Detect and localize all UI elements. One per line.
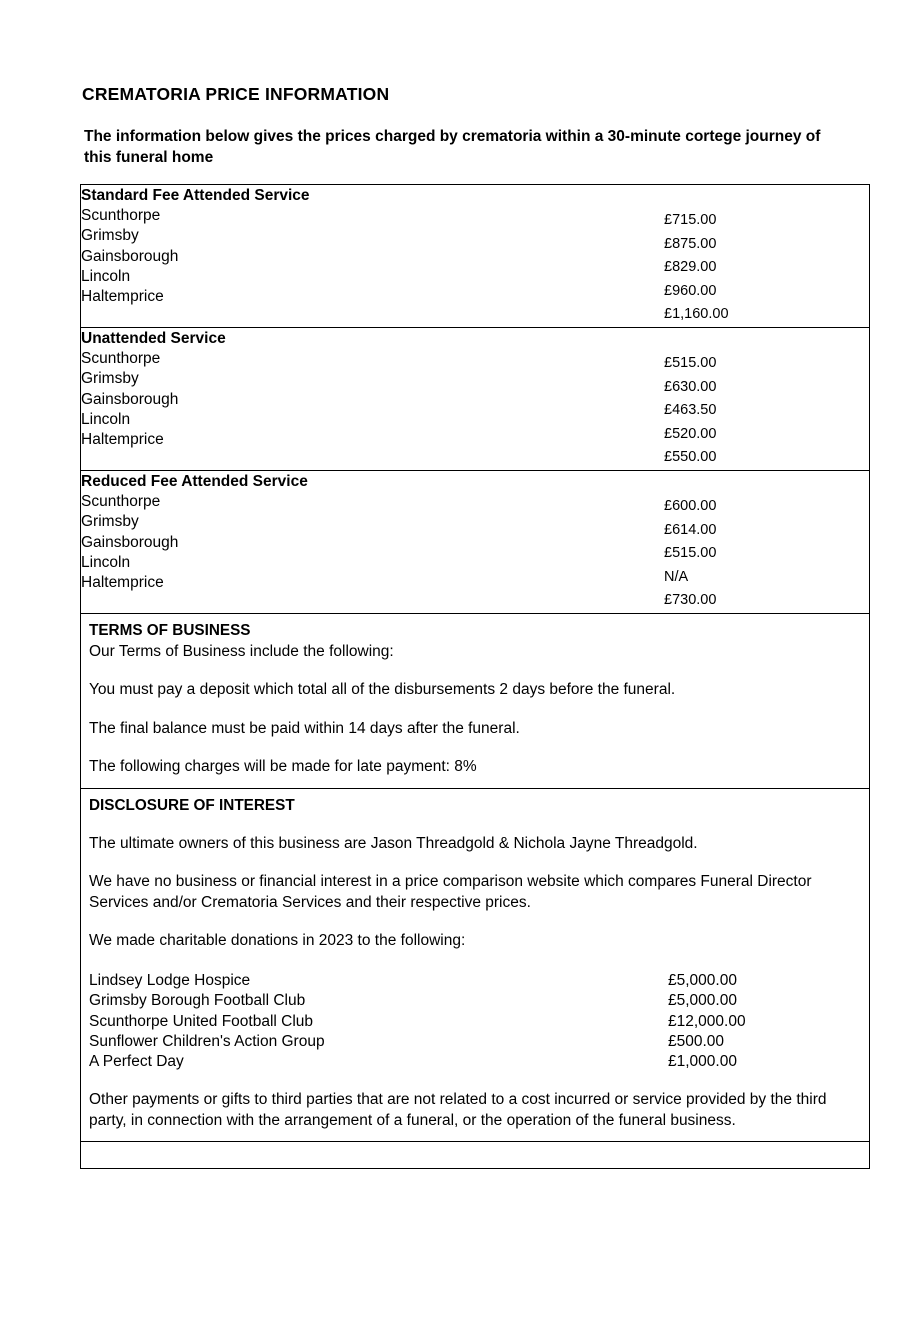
- section-heading: Reduced Fee Attended Service: [81, 472, 308, 490]
- terms-paragraph: The following charges will be made for late payment: 8%: [89, 758, 477, 776]
- donation-row: [89, 1032, 855, 1052]
- price-item: £515.00: [664, 545, 717, 562]
- price-item: £875.00: [664, 235, 717, 252]
- price-information-table: [80, 184, 870, 1169]
- donation-amount: £5,000.00: [668, 992, 737, 1010]
- terms-intro: Our Terms of Business include the following:: [89, 642, 394, 660]
- price-list: [664, 185, 869, 327]
- price-list: [664, 471, 869, 613]
- price-item: N/A: [664, 568, 689, 585]
- price-item: £960.00: [664, 282, 717, 299]
- location-item: Gainsborough: [81, 390, 179, 408]
- location-item: Grimsby: [81, 370, 139, 388]
- donation-row: [89, 1052, 855, 1072]
- price-item: £520.00: [664, 425, 717, 442]
- donation-row: [89, 991, 855, 1011]
- price-item: £550.00: [664, 449, 717, 466]
- disclosure-paragraph: The ultimate owners of this business are Jason Threadgold & Nichola Jayne Threadgold.: [89, 834, 698, 852]
- donation-amount: £1,000.00: [668, 1053, 737, 1071]
- location-item: Haltemprice: [81, 574, 164, 592]
- price-item: £614.00: [664, 521, 717, 538]
- intro-paragraph: The information below gives the prices charged by crematoria within a 30-minute cortege journey of this funeral home: [84, 128, 821, 166]
- price-section-prices-cell: [664, 470, 869, 613]
- location-item: Lincoln: [81, 267, 131, 285]
- terms-heading: TERMS OF BUSINESS: [89, 621, 251, 639]
- section-heading: Standard Fee Attended Service: [81, 187, 310, 204]
- terms-cell: [81, 613, 869, 788]
- donation-row: [89, 971, 855, 991]
- disclosure-closing-paragraph: Other payments or gifts to third parties that are not related to a cost incurred or service provided by the third party, in connection with the arrangement of a funeral, or the operation of the funeral business.: [89, 1091, 827, 1129]
- donation-name: A Perfect Day: [89, 1053, 184, 1071]
- location-item: Scunthorpe: [81, 349, 161, 367]
- price-item: £829.00: [664, 259, 717, 276]
- disclosure-paragraph: We made charitable donations in 2023 to the following:: [89, 932, 466, 950]
- donation-amount: £5,000.00: [668, 971, 737, 989]
- price-item: £730.00: [664, 592, 717, 609]
- price-item: £1,160.00: [664, 306, 729, 323]
- price-section-names-cell: [81, 470, 664, 613]
- donation-name: Lindsey Lodge Hospice: [89, 971, 251, 989]
- price-item: £630.00: [664, 378, 717, 395]
- price-section-prices-cell: [664, 327, 869, 470]
- price-section-reduced-fee: [81, 470, 869, 613]
- donations-list: [89, 971, 855, 1072]
- disclosure-heading: DISCLOSURE OF INTEREST: [89, 796, 295, 814]
- price-item: £515.00: [664, 354, 717, 371]
- donation-name: Sunflower Children's Action Group: [89, 1032, 325, 1050]
- price-item: £600.00: [664, 497, 717, 514]
- price-section-names-cell: [81, 185, 664, 327]
- location-item: Lincoln: [81, 553, 131, 571]
- location-item: Gainsborough: [81, 533, 179, 551]
- terms-of-business-section: [81, 613, 869, 788]
- location-item: Grimsby: [81, 227, 139, 245]
- location-item: Gainsborough: [81, 247, 179, 265]
- price-section-standard-fee: [81, 185, 869, 327]
- price-item: £463.50: [664, 402, 717, 419]
- empty-footer-cell: [81, 1142, 869, 1169]
- terms-paragraph: The final balance must be paid within 14 days after the funeral.: [89, 719, 520, 737]
- donation-name: Scunthorpe United Football Club: [89, 1012, 314, 1030]
- location-list: [81, 349, 664, 450]
- location-item: Scunthorpe: [81, 207, 161, 224]
- location-item: Scunthorpe: [81, 492, 161, 510]
- section-heading: Unattended Service: [81, 329, 226, 347]
- location-list: [81, 492, 664, 593]
- empty-footer-row: [81, 1142, 869, 1169]
- donation-amount: £500.00: [668, 1032, 725, 1050]
- location-item: Haltemprice: [81, 431, 164, 449]
- disclosure-paragraph: We have no business or financial interest in a price comparison website which compares Funeral Director Services and/or Crematoria Services and their respective prices.: [89, 873, 812, 911]
- disclosure-cell: [81, 788, 869, 1141]
- location-list: [81, 206, 664, 307]
- terms-paragraph: You must pay a deposit which total all of the disbursements 2 days before the funeral.: [89, 681, 676, 699]
- location-item: Grimsby: [81, 513, 139, 531]
- location-item: Haltemprice: [81, 288, 164, 306]
- price-section-prices-cell: [664, 185, 869, 327]
- page-title: CREMATORIA PRICE INFORMATION: [82, 84, 390, 104]
- disclosure-of-interest-section: [81, 788, 869, 1141]
- donation-row: [89, 1012, 855, 1032]
- price-section-unattended: [81, 327, 869, 470]
- price-list: [664, 328, 869, 470]
- donation-name: Grimsby Borough Football Club: [89, 992, 306, 1010]
- price-item: £715.00: [664, 212, 717, 228]
- donation-amount: £12,000.00: [668, 1012, 746, 1030]
- price-section-names-cell: [81, 327, 664, 470]
- location-item: Lincoln: [81, 410, 131, 428]
